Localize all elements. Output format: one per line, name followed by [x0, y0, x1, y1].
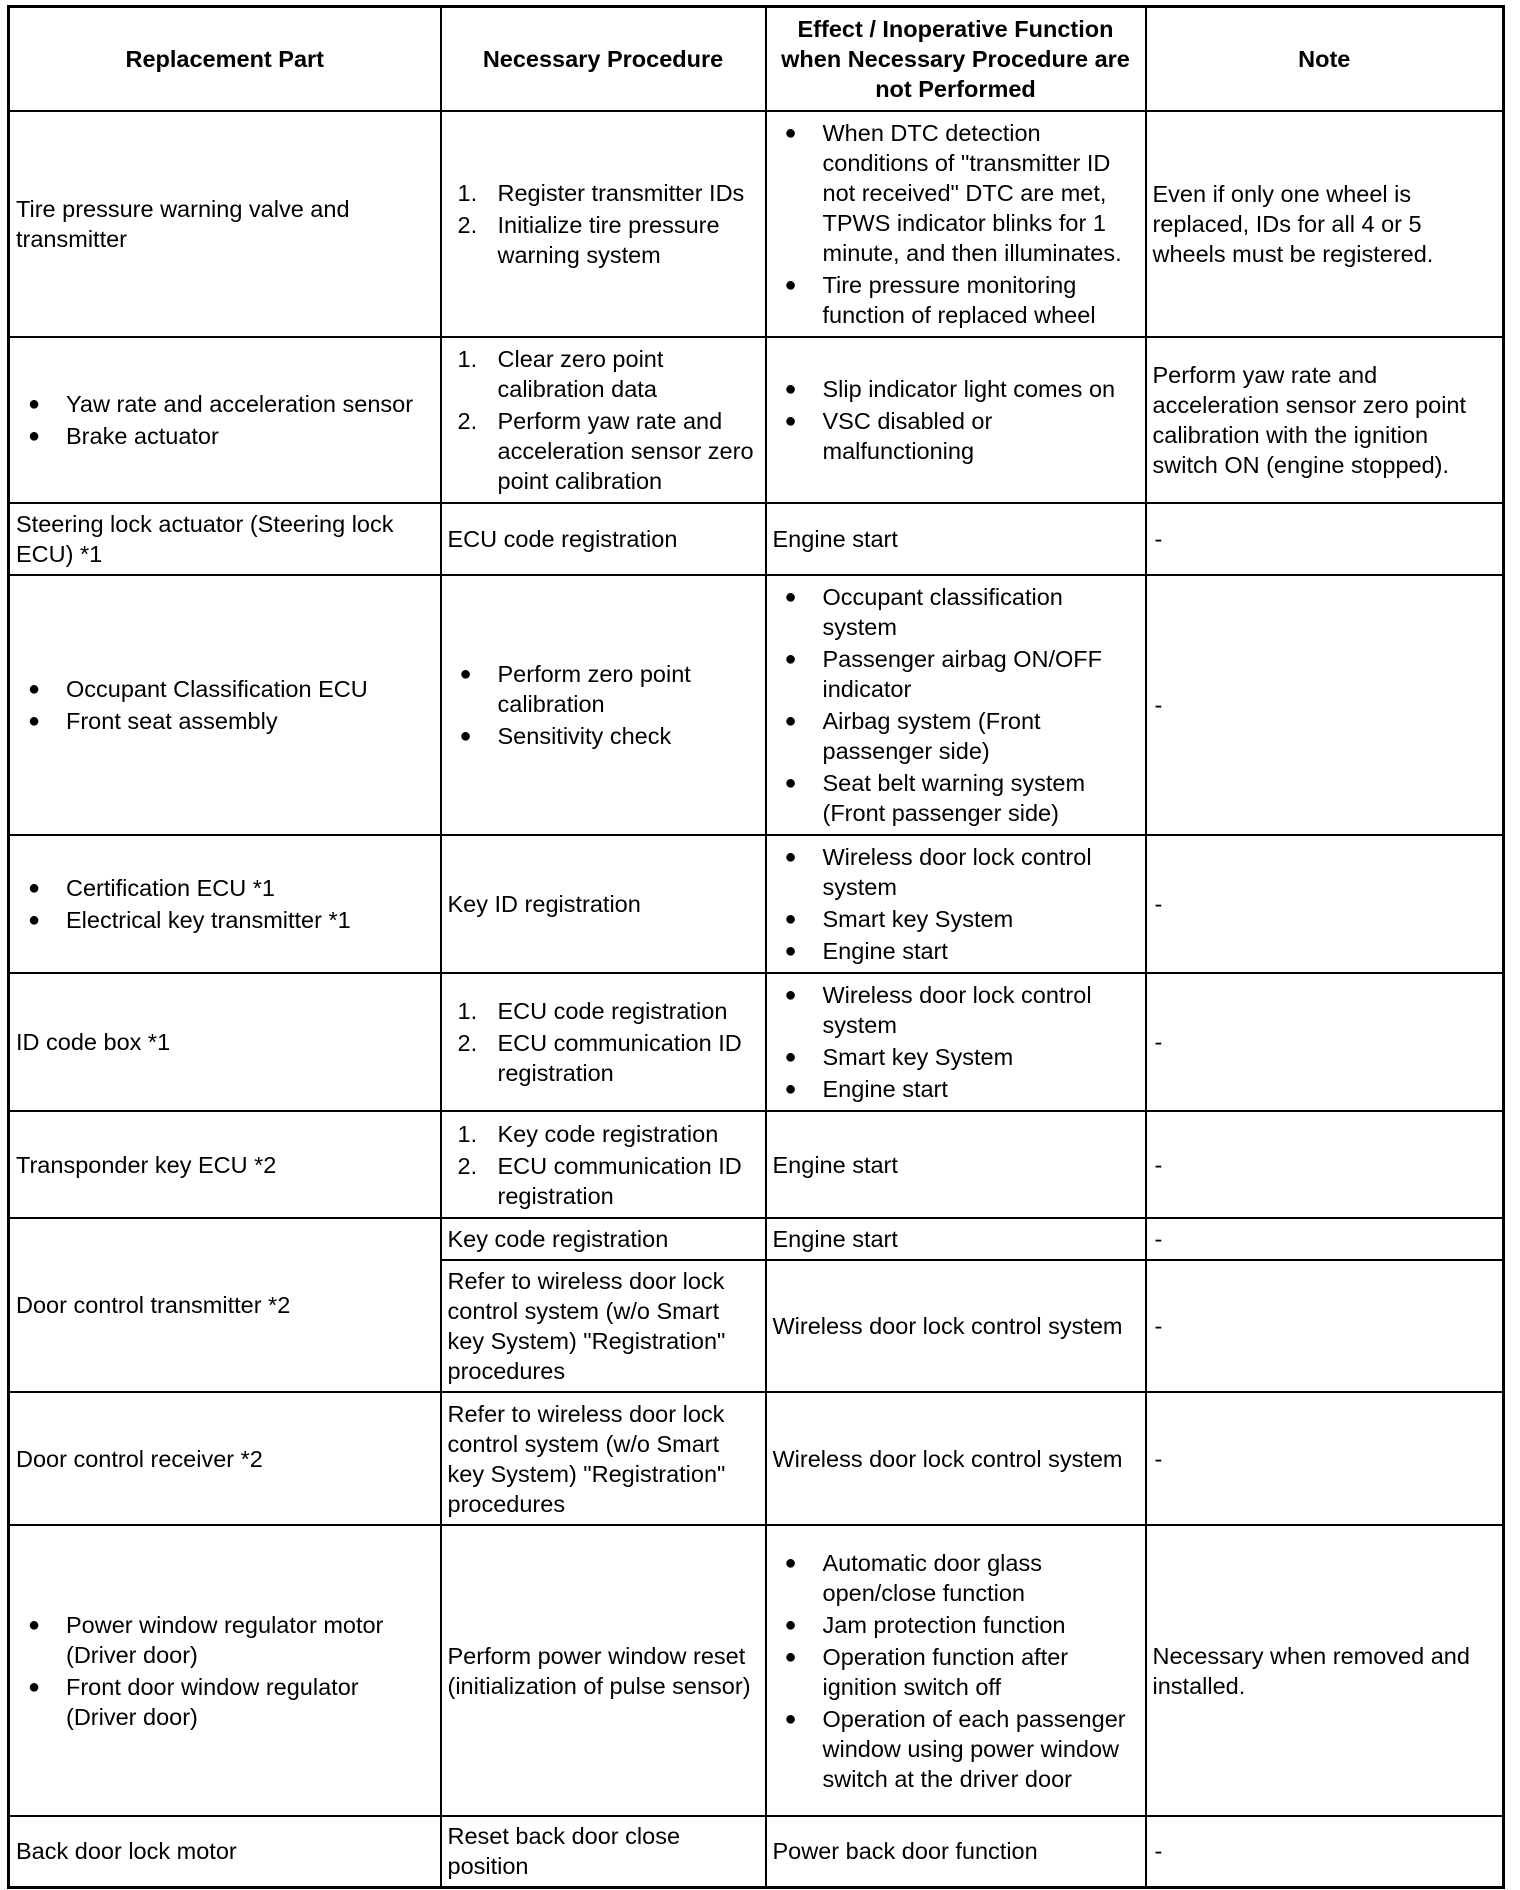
- cell-part: [9, 835, 441, 973]
- table-row: [9, 1392, 1504, 1525]
- table-row: [9, 1525, 1504, 1816]
- effect-item: ● Airbag system (Front passenger side): [773, 706, 1139, 766]
- cell-part: [9, 337, 441, 503]
- cell-procedure: [441, 575, 766, 835]
- cell-effect: [766, 1525, 1146, 1816]
- cell-part: Steering lock actuator (Steering lock ECU) *1: [9, 503, 441, 575]
- effect-item: ● Operation of each passenger window using power window switch at the driver door: [773, 1704, 1139, 1794]
- cell-note: -: [1146, 1218, 1504, 1260]
- effect-item: ● Smart key System: [773, 904, 1139, 934]
- cell-procedure: Key ID registration: [441, 835, 766, 973]
- procedure-step: 1. ECU code registration: [457, 998, 728, 1024]
- cell-effect: [766, 835, 1146, 973]
- table-row: [9, 337, 1504, 503]
- procedure-step: 1. Key code registration: [457, 1120, 719, 1147]
- header-effect: Effect / Inoperative Function when Necessary Procedure are not Performed: [766, 7, 1146, 112]
- cell-procedure: ECU code registration: [441, 503, 766, 575]
- cell-procedure: Key code registration: [441, 1218, 766, 1260]
- cell-note: Even if only one wheel is replaced, IDs for all 4 or 5 wheels must be registered.: [1146, 111, 1504, 337]
- cell-note: -: [1146, 835, 1504, 973]
- effect-item: ● Occupant classification system: [773, 582, 1139, 642]
- part-item: ● Brake actuator: [16, 421, 434, 451]
- effect-item: ● When DTC detection conditions of "transmitter ID not received" DTC are met, TPWS indicator blinks for 1 minute, and then illuminates.: [773, 118, 1139, 268]
- procedure-item: ● Perform zero point calibration: [448, 659, 759, 719]
- cell-part: [9, 575, 441, 835]
- cell-part: Door control receiver *2: [9, 1392, 441, 1525]
- cell-procedure: Refer to wireless door lock control system (w/o Smart key System) "Registration" procedures: [441, 1260, 766, 1392]
- cell-procedure: [441, 337, 766, 503]
- cell-note: -: [1146, 575, 1504, 835]
- header-necessary-procedure: Necessary Procedure: [441, 7, 766, 112]
- cell-part: ID code box *1: [9, 973, 441, 1111]
- cell-effect: [766, 337, 1146, 503]
- header-row: [9, 7, 1504, 112]
- part-item: ● Yaw rate and acceleration sensor: [16, 389, 434, 419]
- procedure-step: 2. Perform yaw rate and acceleration sensor zero point calibration: [457, 408, 754, 494]
- replacement-procedure-table: [7, 5, 1505, 1889]
- effect-item: ● Seat belt warning system (Front passenger side): [773, 768, 1139, 828]
- table-row: [9, 1111, 1504, 1218]
- cell-effect: [766, 111, 1146, 337]
- effect-item: ● Engine start: [773, 936, 1139, 966]
- table-row: [9, 575, 1504, 835]
- effect-item: ● Slip indicator light comes on: [773, 374, 1139, 404]
- procedure-table-sheet: [7, 5, 1502, 1889]
- procedure-step: 1. Register transmitter IDs: [457, 180, 745, 206]
- cell-procedure: [441, 973, 766, 1111]
- part-item: ● Occupant Classification ECU: [16, 674, 434, 704]
- cell-part: Back door lock motor: [9, 1816, 441, 1887]
- effect-item: ● Smart key System: [773, 1042, 1139, 1072]
- effect-item: ● Tire pressure monitoring function of replaced wheel: [773, 270, 1139, 330]
- procedure-step: 2. Initialize tire pressure warning system: [457, 212, 720, 268]
- cell-procedure: Perform power window reset (initialization of pulse sensor): [441, 1525, 766, 1816]
- cell-note: Necessary when removed and installed.: [1146, 1525, 1504, 1816]
- cell-effect: [766, 575, 1146, 835]
- cell-note: Perform yaw rate and acceleration sensor zero point calibration with the ignition switch ON (engine stopped).: [1146, 337, 1504, 503]
- effect-item: ● Passenger airbag ON/OFF indicator: [773, 644, 1139, 704]
- cell-note: -: [1146, 1392, 1504, 1525]
- cell-procedure: Reset back door close position: [441, 1816, 766, 1887]
- cell-effect: Engine start: [766, 503, 1146, 575]
- table-row: [9, 503, 1504, 575]
- part-item: ● Front seat assembly: [16, 706, 434, 736]
- cell-procedure: [441, 1111, 766, 1218]
- cell-part: Tire pressure warning valve and transmitter: [9, 111, 441, 337]
- cell-effect: Power back door function: [766, 1816, 1146, 1887]
- header-note: Note: [1146, 7, 1504, 112]
- cell-effect: [766, 973, 1146, 1111]
- part-item: ● Front door window regulator (Driver door): [16, 1672, 434, 1732]
- table-row: [9, 1816, 1504, 1887]
- cell-part: Transponder key ECU *2: [9, 1111, 441, 1218]
- header-replacement-part: Replacement Part: [9, 7, 441, 112]
- cell-note: -: [1146, 1111, 1504, 1218]
- table-row: [9, 111, 1504, 337]
- procedure-item: ● Sensitivity check: [448, 721, 759, 751]
- effect-item: ● Jam protection function: [773, 1610, 1139, 1640]
- cell-procedure: [441, 111, 766, 337]
- cell-part: Door control transmitter *2: [9, 1218, 441, 1392]
- cell-note: -: [1146, 1816, 1504, 1887]
- cell-part: [9, 1525, 441, 1816]
- cell-effect: Engine start: [766, 1111, 1146, 1218]
- procedure-step: 2. ECU communication ID registration: [457, 1152, 742, 1209]
- cell-effect: Engine start: [766, 1218, 1146, 1260]
- table-row: [9, 1218, 1504, 1260]
- effect-item: ● Wireless door lock control system: [773, 842, 1139, 902]
- cell-effect: Wireless door lock control system: [766, 1260, 1146, 1392]
- effect-item: ● VSC disabled or malfunctioning: [773, 406, 1139, 466]
- effect-item: ● Operation function after ignition switch off: [773, 1642, 1139, 1702]
- table-row: [9, 973, 1504, 1111]
- effect-item: ● Engine start: [773, 1074, 1139, 1104]
- cell-note: -: [1146, 973, 1504, 1111]
- effect-item: ● Automatic door glass open/close function: [773, 1548, 1139, 1608]
- cell-note: -: [1146, 503, 1504, 575]
- procedure-step: 2. ECU communication ID registration: [457, 1030, 742, 1086]
- table-row: [9, 835, 1504, 973]
- effect-item: ● Wireless door lock control system: [773, 980, 1139, 1040]
- cell-effect: Wireless door lock control system: [766, 1392, 1146, 1525]
- procedure-step: 1. Clear zero point calibration data: [457, 346, 664, 402]
- part-item: ● Certification ECU *1: [16, 873, 434, 903]
- part-item: ● Power window regulator motor (Driver door): [16, 1610, 434, 1670]
- part-item: ● Electrical key transmitter *1: [16, 905, 434, 935]
- cell-procedure: Refer to wireless door lock control system (w/o Smart key System) "Registration" procedures: [441, 1392, 766, 1525]
- cell-note: -: [1146, 1260, 1504, 1392]
